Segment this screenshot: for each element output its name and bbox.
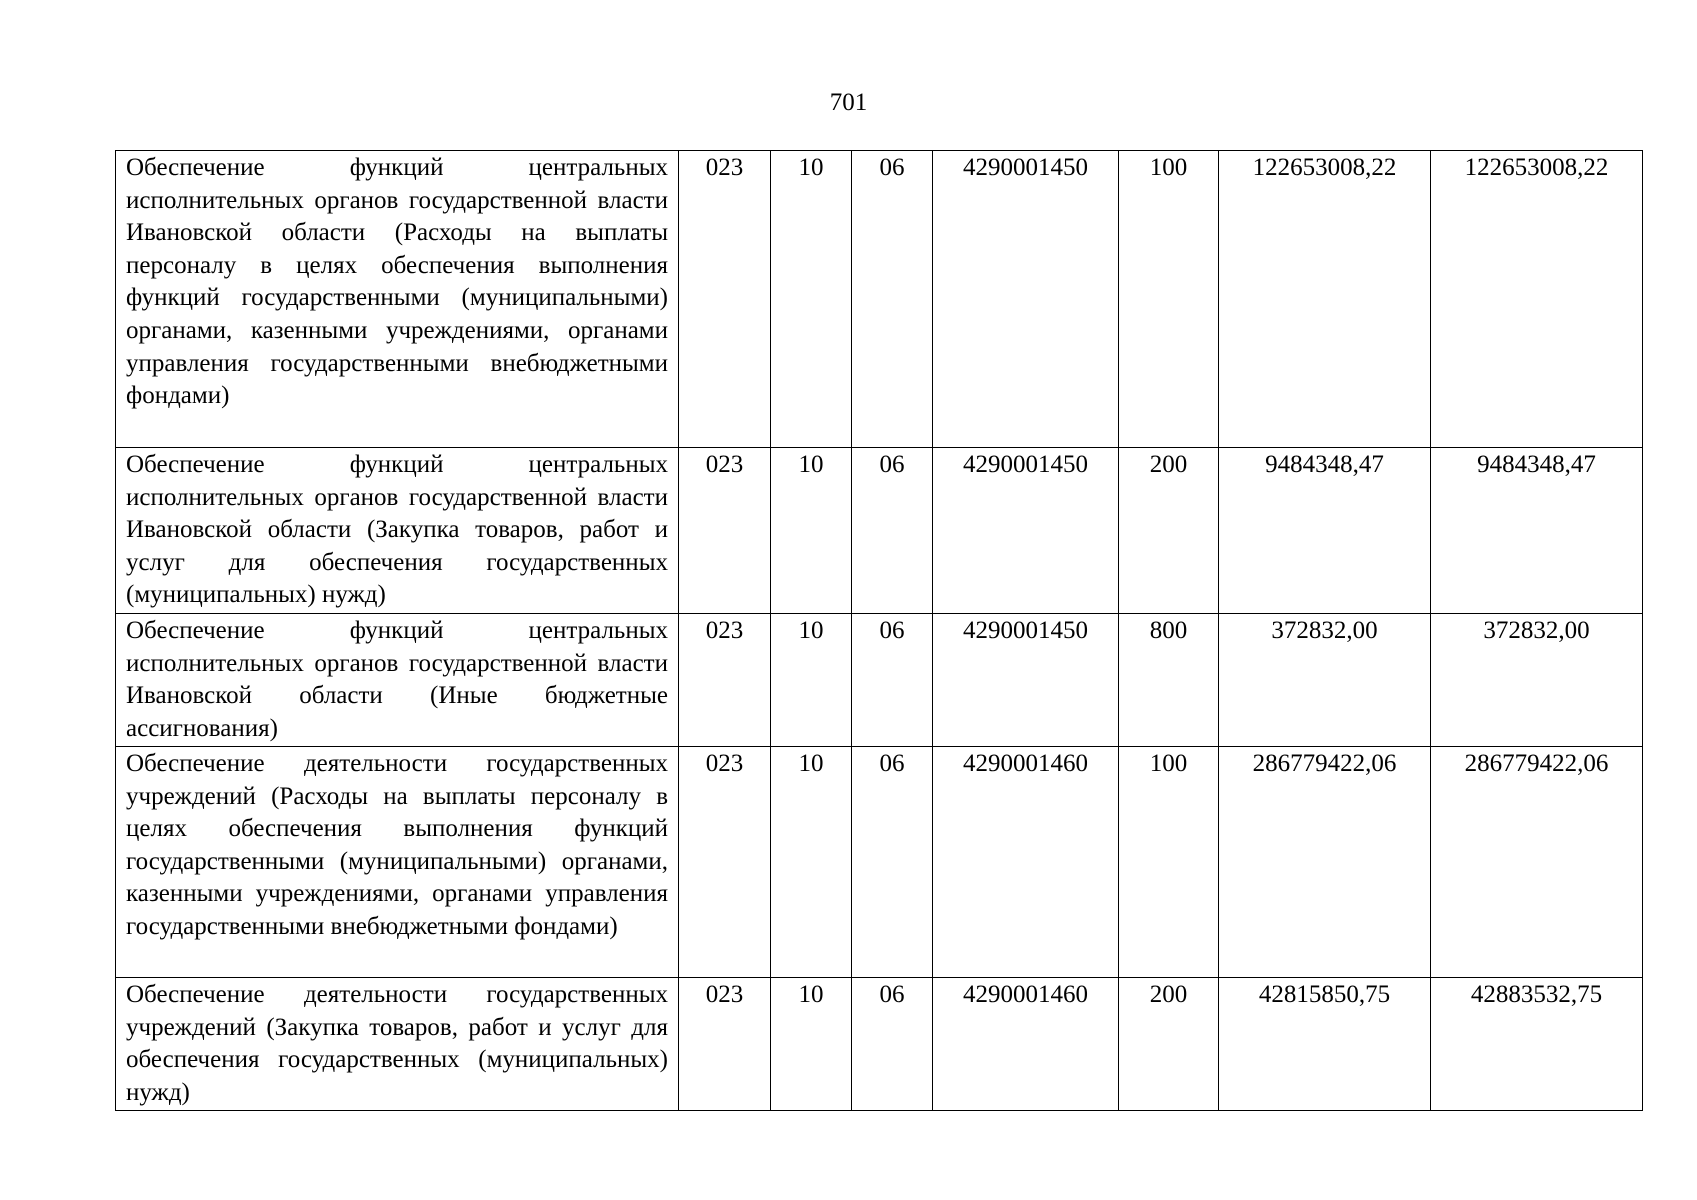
table-row [116,448,1643,614]
subsection-code: 06 [852,151,933,448]
subsection-code: 06 [852,448,933,614]
expense-type-code: 200 [1119,448,1219,614]
amount-1: 42815850,75 [1219,978,1431,1111]
section-code: 10 [771,151,852,448]
expense-type-code: 200 [1119,978,1219,1111]
table-row [116,151,1643,448]
expense-type-code: 100 [1119,151,1219,448]
amount-2: 286779422,06 [1431,747,1643,978]
target-article-code: 4290001450 [933,614,1119,747]
amount-2: 42883532,75 [1431,978,1643,1111]
row-description: Обеспечение функций центральных исполнительных органов государственной власти Ивановской области (Расходы на выплаты персоналу в целях обеспечения выполнения функций государственными (муниципальными) органами, казенными учреждениями, органами управления государственными внебюджетными фондами) [116,151,679,448]
ministry-code: 023 [679,448,771,614]
amount-1: 286779422,06 [1219,747,1431,978]
page-number: 701 [829,89,868,116]
row-description: Обеспечение деятельности государственных учреждений (Закупка товаров, работ и услуг для обеспечения государственных (муниципальных) нужд) [116,978,679,1111]
subsection-code: 06 [852,978,933,1111]
target-article-code: 4290001460 [933,747,1119,978]
section-code: 10 [771,978,852,1111]
row-description: Обеспечение деятельности государственных учреждений (Расходы на выплаты персоналу в целях обеспечения выполнения функций государственными (муниципальными) органами, казенными учреждениями, органами управления государственными внебюджетными фондами) [116,747,679,978]
amount-2: 372832,00 [1431,614,1643,747]
amount-1: 122653008,22 [1219,151,1431,448]
target-article-code: 4290001450 [933,448,1119,614]
section-code: 10 [771,747,852,978]
ministry-code: 023 [679,614,771,747]
section-code: 10 [771,614,852,747]
row-description: Обеспечение функций центральных исполнительных органов государственной власти Ивановской области (Закупка товаров, работ и услуг для обеспечения государственных (муниципальных) нужд) [116,448,679,614]
table-row [116,747,1643,978]
subsection-code: 06 [852,614,933,747]
table-row [116,978,1643,1111]
expense-type-code: 800 [1119,614,1219,747]
budget-table [115,150,1643,1111]
table-row [116,614,1643,747]
target-article-code: 4290001450 [933,151,1119,448]
ministry-code: 023 [679,747,771,978]
target-article-code: 4290001460 [933,978,1119,1111]
row-description: Обеспечение функций центральных исполнительных органов государственной власти Ивановской области (Иные бюджетные ассигнования) [116,614,679,747]
ministry-code: 023 [679,978,771,1111]
section-code: 10 [771,448,852,614]
amount-2: 122653008,22 [1431,151,1643,448]
ministry-code: 023 [679,151,771,448]
expense-type-code: 100 [1119,747,1219,978]
amount-2: 9484348,47 [1431,448,1643,614]
subsection-code: 06 [852,747,933,978]
amount-1: 372832,00 [1219,614,1431,747]
amount-1: 9484348,47 [1219,448,1431,614]
